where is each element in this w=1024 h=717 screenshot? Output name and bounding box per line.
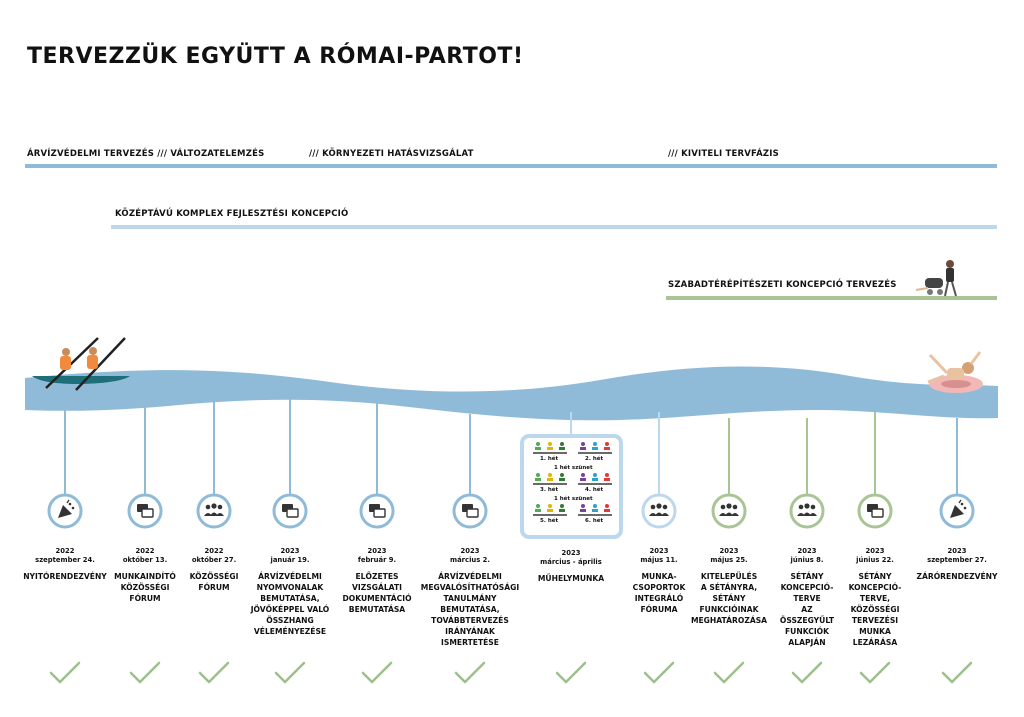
event-marker-3 (198, 495, 230, 527)
page-title: TERVEZZÜK EGYÜTT A RÓMAI-PARTOT! (27, 44, 524, 69)
event-marker-9 (713, 495, 745, 527)
workshop-week-label: 4. hét (585, 487, 604, 493)
event-label: ELŐZETES VIZSGÁLATI DOKUMENTÁCIÓ BEMUTATÁSA (342, 572, 412, 614)
check-icon (861, 663, 889, 682)
check-marks (51, 663, 971, 682)
workshop-box (522, 436, 621, 537)
event-label: ÁRVÍZVÉDELMI NYOMVONALAK BEMUTATÁSA, JÖVŐKÉPPEL VALÓ ÖSSZHANG VÉLEMÉNYEZÉSE (250, 572, 330, 636)
check-icon (276, 663, 304, 682)
track-label-flood: ÁRVÍZVÉDELMI TERVEZÉS /// VÁLTOZATELEMZÉS (27, 149, 265, 159)
workshop-break-label: 1 hét szünet (554, 465, 593, 471)
workshop-week-label: 5. hét (540, 518, 559, 524)
swimmer-illustration (928, 352, 983, 393)
event-date: 2022 október 13. (122, 547, 168, 564)
check-icon (793, 663, 821, 682)
event-date: 2023 szeptember 27. (927, 547, 987, 564)
event-date: 2023 március 2. (450, 547, 490, 564)
workshop-week-label: 6. hét (585, 518, 604, 524)
check-icon (456, 663, 484, 682)
check-icon (131, 663, 159, 682)
event-date: 2023 február 9. (357, 547, 397, 564)
walker-illustration (916, 260, 956, 296)
event-label: ÁRVÍZVÉDELMI MEGVALÓSÍTHATÓSÁGI TANULMÁNY BEMUTATÁSA, TOVÁBBTERVEZÉS IRÁNYÁNAK ISMERTETÉSE (420, 572, 520, 647)
workshop-week-label: 1. hét (540, 456, 559, 462)
track-label-concept: KÖZÉPTÁVÚ KOMPLEX FEJLESZTÉSI KONCEPCIÓ (115, 209, 349, 219)
track-label-execution: /// KIVITELI TERVFÁZIS (668, 149, 779, 159)
event-label: KITELEPÜLÉS A SÉTÁNYRA, SÉTÁNY FUNKCIÓINAK MEGHATÁROZÁSA (690, 572, 768, 625)
event-label: KÖZÖSSÉGI FÓRUM (189, 572, 239, 592)
workshop-week-label: 3. hét (540, 487, 559, 493)
event-label: NYITÓRENDEZVÉNY (23, 572, 107, 581)
event-date: 2022 szeptember 24. (35, 547, 95, 564)
check-icon (363, 663, 391, 682)
event-date: 2023 május 11. (640, 547, 678, 564)
check-icon (715, 663, 743, 682)
event-date: 2023 március - április (540, 549, 602, 566)
event-label: SÉTÁNY KONCEPCIÓ- TERVE AZ ÖSSZEGYŰLT FUNKCIÓK ALAPJÁN (779, 572, 835, 647)
check-icon (51, 663, 79, 682)
timeline-event (907, 547, 1007, 582)
check-icon (200, 663, 228, 682)
workshop-week-label: 2. hét (585, 456, 604, 462)
track-label-environment: /// KÖRNYEZETI HATÁSVIZSGÁLAT (309, 149, 474, 159)
event-date: 2023 május 25. (710, 547, 748, 564)
event-label: MUNKA- CSOPORTOK INTEGRÁLÓ FÓRUMA (632, 572, 686, 614)
river (25, 366, 998, 420)
timeline-event (240, 547, 340, 637)
check-icon (645, 663, 673, 682)
timeline-event (327, 547, 427, 615)
check-icon (943, 663, 971, 682)
check-icon (557, 663, 585, 682)
timeline-events (49, 398, 973, 537)
event-date: 2022 október 27. (191, 547, 237, 564)
event-label: MŰHELYMUNKA (537, 574, 605, 583)
workshop-break-label: 1 hét szünet (554, 496, 593, 502)
track-label-landscape: SZABADTÉRÉPÍTÉSZETI KONCEPCIÓ TERVEZÉS (668, 280, 897, 290)
event-date: 2023 június 8. (790, 547, 824, 564)
event-date: 2023 január 19. (270, 547, 310, 564)
event-date: 2023 június 22. (856, 547, 894, 564)
timeline-event (521, 549, 621, 584)
event-label: SÉTÁNY KONCEPCIÓ- TERVE, KÖZÖSSÉGI TERVEZÉSI MUNKA LEZÁRÁSA (848, 572, 902, 647)
timeline-event (420, 547, 520, 648)
event-marker-10 (791, 495, 823, 527)
event-label: MUNKAINDÍTÓ KÖZÖSSÉGI FÓRUM (114, 572, 176, 603)
event-label: ZÁRÓRENDEZVÉNY (916, 572, 998, 581)
event-marker-8 (643, 495, 675, 527)
